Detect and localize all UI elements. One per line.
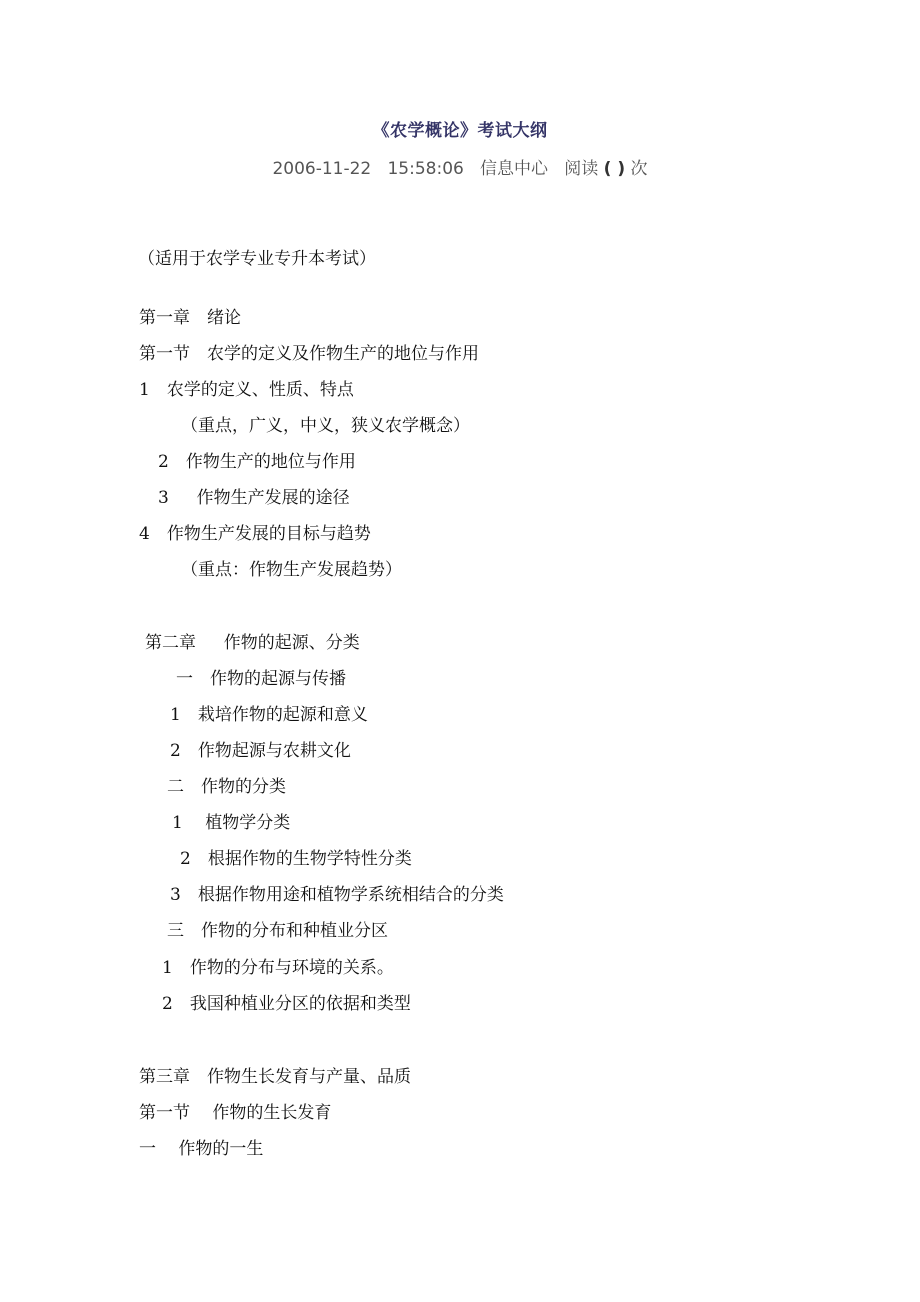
post-source: 信息中心 bbox=[480, 159, 549, 179]
chapter-1-section-1: 第一节 农学的定义及作物生产的地位与作用 bbox=[139, 344, 479, 364]
page-title: 《农学概论》考试大纲 bbox=[372, 121, 548, 141]
outline-item: 2 作物起源与农耕文化 bbox=[170, 741, 351, 761]
article-meta bbox=[0, 154, 920, 179]
outline-item: 1 作物的分布与环境的关系。 bbox=[162, 958, 394, 978]
outline-item: 2 我国种植业分区的依据和类型 bbox=[162, 994, 411, 1014]
key-point-note: （重点，广义，中义，狭义农学概念） bbox=[181, 416, 470, 436]
outline-item: 2 根据作物的生物学特性分类 bbox=[180, 849, 412, 869]
chapter-3-heading: 第三章 作物生长发育与产量、品质 bbox=[139, 1067, 411, 1087]
scope-note: （适用于农学专业专升本考试） bbox=[138, 249, 376, 269]
chapter-1-heading: 第一章 绪论 bbox=[139, 308, 241, 328]
outline-item: 1 植物学分类 bbox=[172, 813, 291, 833]
read-count: ( ) bbox=[603, 159, 626, 179]
chapter-2-heading: 第二章 作物的起源、分类 bbox=[145, 633, 360, 653]
outline-item: 3 作物生产发展的途径 bbox=[158, 488, 350, 508]
post-date: 2006-11-22 bbox=[272, 159, 372, 179]
count-unit: 次 bbox=[630, 159, 648, 179]
outline-subheading: 三 作物的分布和种植业分区 bbox=[167, 921, 388, 941]
read-label: 阅读 bbox=[564, 159, 599, 179]
post-time: 15:58:06 bbox=[387, 159, 464, 179]
key-point-note: （重点：作物生产发展趋势） bbox=[181, 560, 402, 580]
outline-subheading: 一 作物的一生 bbox=[139, 1139, 264, 1159]
outline-item: 4 作物生产发展的目标与趋势 bbox=[139, 524, 371, 544]
chapter-3-section-1: 第一节 作物的生长发育 bbox=[139, 1103, 332, 1123]
outline-item: 1 农学的定义、性质、特点 bbox=[139, 380, 354, 400]
outline-subheading: 一 作物的起源与传播 bbox=[176, 669, 346, 689]
outline-item: 1 栽培作物的起源和意义 bbox=[170, 705, 368, 725]
outline-item: 2 作物生产的地位与作用 bbox=[158, 452, 356, 472]
outline-item: 3 根据作物用途和植物学系统相结合的分类 bbox=[170, 885, 504, 905]
outline-subheading: 二 作物的分类 bbox=[167, 777, 286, 797]
